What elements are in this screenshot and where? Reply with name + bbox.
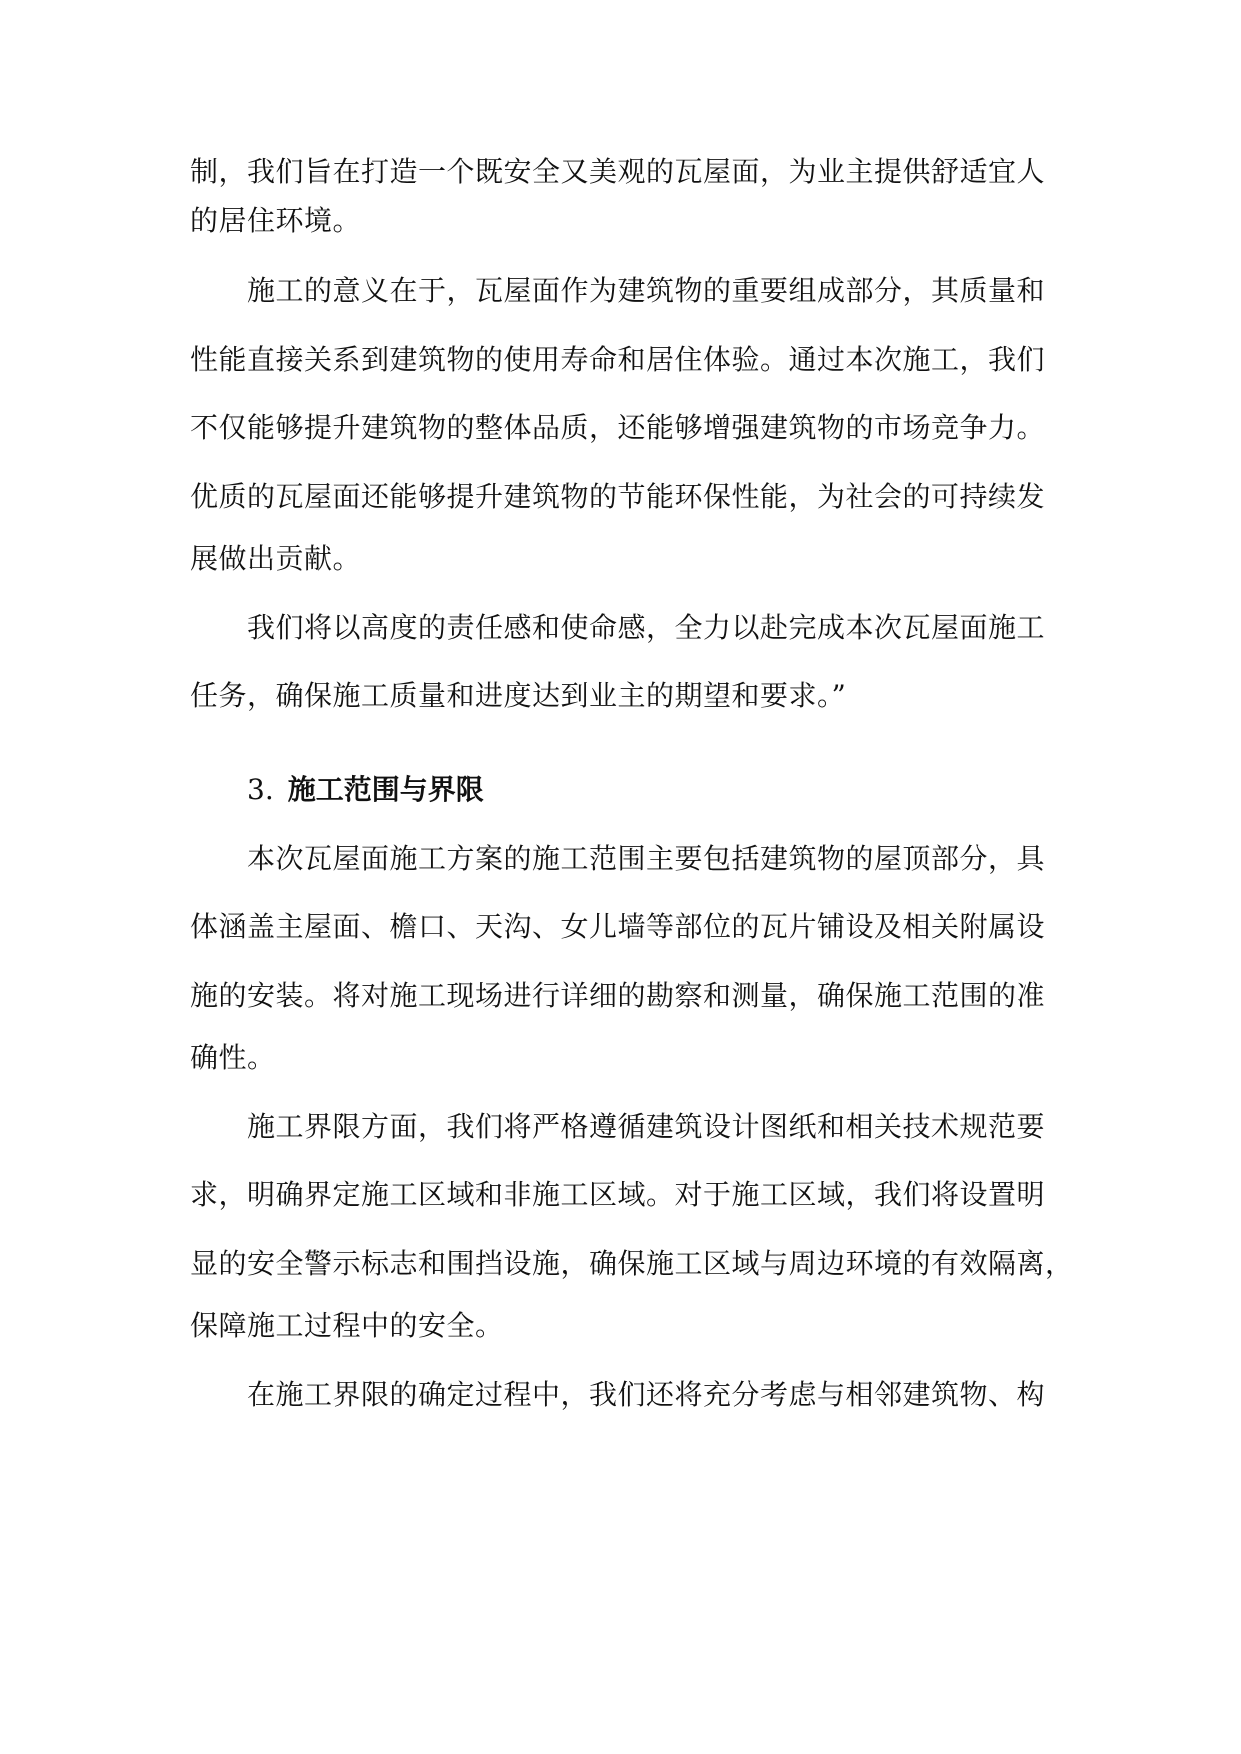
paragraph-line: 展做出贡献。 (190, 542, 362, 575)
paragraph-line: 我们将以高度的责任感和使命感，全力以赴完成本次瓦屋面施工 (247, 611, 1046, 644)
paragraph-line: 施工的意义在于，瓦屋面作为建筑物的重要组成部分，其质量和 (247, 274, 1046, 307)
section-heading (247, 770, 484, 810)
paragraph-line: 制，我们旨在打造一个既安全又美观的瓦屋面，为业主提供舒适宜人 (190, 155, 1046, 188)
paragraph-line: 体涵盖主屋面、檐口、天沟、女儿墙等部位的瓦片铺设及相关附属设 (190, 910, 1046, 943)
paragraph-line: 任务，确保施工质量和进度达到业主的期望和要求。” (190, 679, 847, 712)
paragraph-line: 优质的瓦屋面还能够提升建筑物的节能环保性能，为社会的可持续发 (190, 480, 1046, 513)
paragraph-line: 在施工界限的确定过程中，我们还将充分考虑与相邻建筑物、构 (247, 1378, 1046, 1411)
paragraph-line: 施工界限方面，我们将严格遵循建筑设计图纸和相关技术规范要 (247, 1110, 1046, 1143)
paragraph-line: 的居住环境。 (190, 204, 362, 237)
section-number: 3. (247, 773, 274, 806)
paragraph-line: 本次瓦屋面施工方案的施工范围主要包括建筑物的屋顶部分，具 (247, 842, 1046, 875)
paragraph-line: 不仅能够提升建筑物的整体品质，还能够增强建筑物的市场竞争力。 (190, 411, 1046, 444)
paragraph-line: 求，明确界定施工区域和非施工区域。对于施工区域，我们将设置明 (190, 1178, 1046, 1211)
paragraph-line: 确性。 (190, 1041, 276, 1074)
paragraph-line: 施的安装。将对施工现场进行详细的勘察和测量，确保施工范围的准 (190, 979, 1046, 1012)
paragraph-line: 性能直接关系到建筑物的使用寿命和居住体验。通过本次施工，我们 (190, 343, 1046, 376)
section-title: 施工范围与界限 (287, 773, 484, 806)
paragraph-line: 保障施工过程中的安全。 (190, 1309, 504, 1342)
paragraph-line: 显的安全警示标志和围挡设施，确保施工区域与周边环境的有效隔离， (190, 1247, 1074, 1280)
